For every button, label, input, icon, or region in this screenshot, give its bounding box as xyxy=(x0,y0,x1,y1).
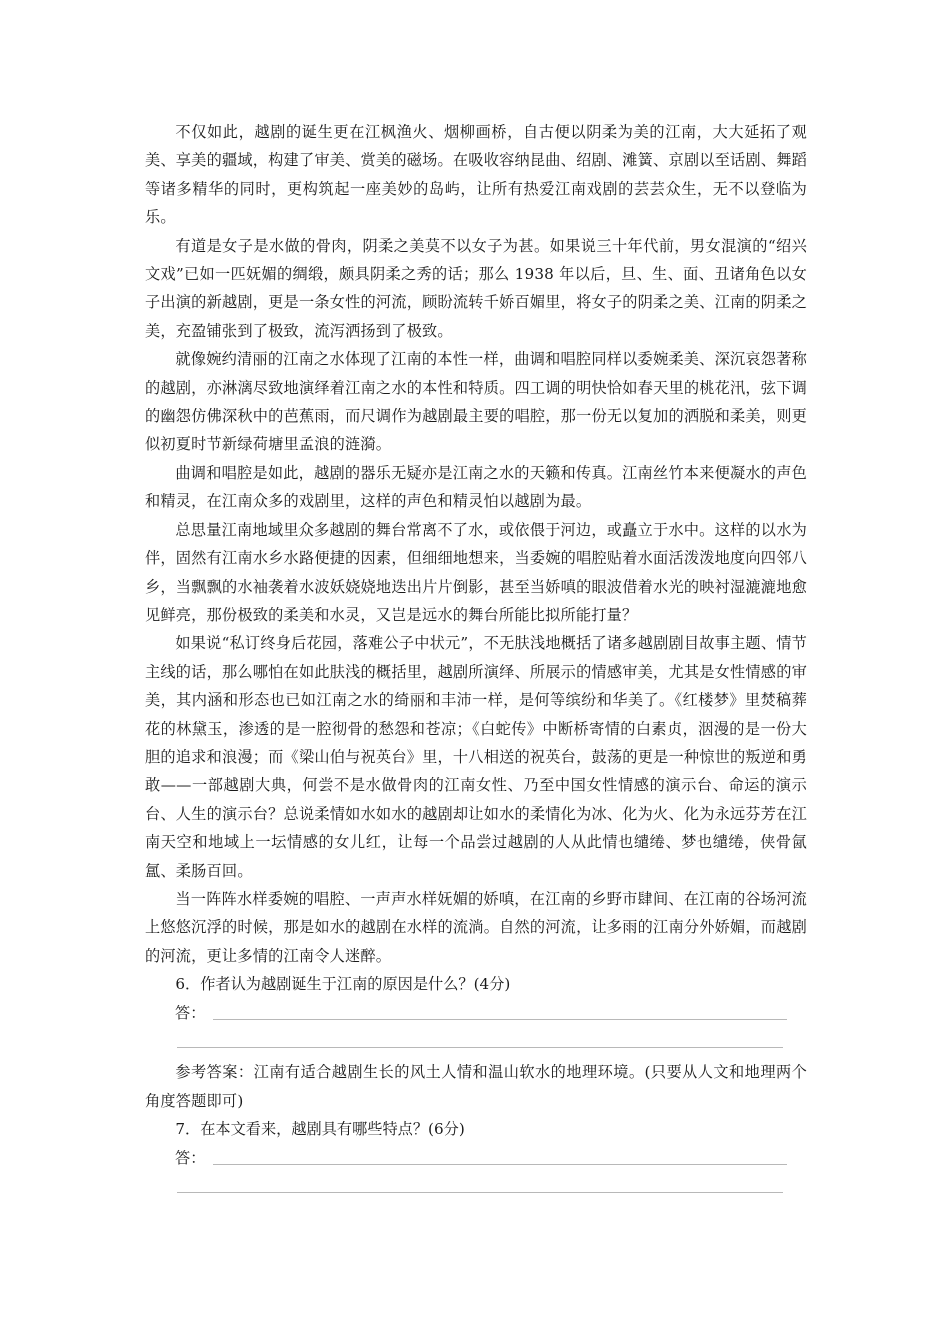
question-6-answer-line[interactable] xyxy=(145,999,807,1027)
answer-underline xyxy=(213,1164,787,1165)
document-page xyxy=(145,118,807,1200)
question-7-answer-line[interactable] xyxy=(145,1144,807,1172)
question-7-prompt: 7．在本文看来，越剧具有哪些特点？(6分) xyxy=(175,1120,465,1139)
answer-label: 答： xyxy=(175,1148,206,1167)
article-paragraph-4: 曲调和唱腔是如此，越剧的器乐无疑亦是江南之水的天籁和传真。江南丝竹本来便凝水的声色和精灵，在江南众多的戏剧里，这样的声色和精灵怕以越剧为最。 xyxy=(145,463,807,511)
article-paragraph-2: 有道是女子是水做的骨肉，阴柔之美莫不以女子为甚。如果说三十年代前，男女混演的“绍兴文戏”已如一匹妩媚的绸缎，颇具阴柔之秀的话；那么 1938 年以后，旦、生、面、丑诸角色以女子出演的新越剧，更是一条女性的河流，顾盼流转千娇百媚里，将女子的阴柔之美、江南的阴柔之美，充盈铺张到了极致，流泻洒扬到了极致。 xyxy=(145,236,807,340)
article-paragraph-7: 当一阵阵水样委婉的唱腔、一声声水样妩媚的娇嗔，在江南的乡野市肆间、在江南的谷场河流上悠悠沉浮的时候，那是如水的越剧在水样的流淌。自然的河流，让多雨的江南分外娇媚，而越剧的河流，更让多情的江南令人迷醉。 xyxy=(145,889,807,965)
answer-label: 答： xyxy=(175,1003,206,1022)
question-7-answer-line-2[interactable] xyxy=(145,1172,807,1200)
article-paragraph-1: 不仅如此，越剧的诞生更在江枫渔火、烟柳画桥，自古便以阴柔为美的江南，大大延拓了观美、享美的疆域，构建了审美、赏美的磁场。在吸收容纳昆曲、绍剧、滩簧、京剧以至话剧、舞蹈等诸多精华的同时，更构筑起一座美妙的岛屿，让所有热爱江南戏剧的芸芸众生，无不以登临为乐。 xyxy=(145,123,807,227)
answer-underline xyxy=(177,1047,783,1048)
article-paragraph-6: 如果说“私订终身后花园，落难公子中状元”，不无肤浅地概括了诸多越剧剧目故事主题、情节主线的话，那么哪怕在如此肤浅的概括里，越剧所演绎、所展示的情感审美，尤其是女性情感的审美，其内涵和形态也已如江南之水的绮丽和丰沛一样，是何等缤纷和华美了。《红楼梦》里焚稿葬花的林黛玉，渗透的是一腔彻骨的愁怨和苍凉；《白蛇传》中断桥寄情的白素贞，洇漫的是一份大胆的追求和浪漫；而《梁山伯与祝英台》里，十八相送的祝英台，鼓荡的更是一种惊世的叛逆和勇敢——一部越剧大典，何尝不是水做骨肉的江南女性、乃至中国女性情感的演示台、命运的演示台、人生的演示台？总说柔情如水如水的越剧却让如水的柔情化为冰、化为火、化为永远芬芳在江南天空和地域上一坛情感的女儿红，让每一个品尝过越剧的人从此情也缱绻、梦也缱绻，侠骨氤氲、柔肠百回。 xyxy=(145,634,807,880)
answer-underline xyxy=(177,1192,783,1193)
question-6-answer-line-2[interactable] xyxy=(145,1027,807,1055)
question-6-prompt: 6．作者认为越剧诞生于江南的原因是什么？(4分) xyxy=(175,975,511,994)
article-paragraph-3: 就像婉约清丽的江南之水体现了江南的本性一样，曲调和唱腔同样以委婉柔美、深沉哀怨著称的越剧，亦淋漓尽致地演绎着江南之水的本性和特质。四工调的明快恰如春天里的桃花汛，弦下调的幽怨仿佛深秋中的芭蕉雨，而尺调作为越剧最主要的唱腔，那一份无以复加的洒脱和柔美，则更似初夏时节新绿荷塘里孟浪的涟漪。 xyxy=(145,350,807,454)
answer-underline xyxy=(213,1019,787,1020)
article-paragraph-5: 总思量江南地域里众多越剧的舞台常离不了水，或依偎于河边，或矗立于水中。这样的以水为伴，固然有江南水乡水路便捷的因素，但细细地想来，当委婉的唱腔贴着水面活泼泼地度向四邻八乡，当飘飘的水袖袭着水波妖娆娆地迭出片片倒影，甚至当娇嗔的眼波借着水光的映衬湿漉漉地愈见鲜亮，那份极致的柔美和水灵，又岂是远水的舞台所能比拟所能打量？ xyxy=(145,520,807,624)
question-6-reference-answer: 参考答案：江南有适合越剧生长的风土人情和温山软水的地理环境。(只要从人文和地理两个角度答题即可) xyxy=(145,1063,807,1110)
